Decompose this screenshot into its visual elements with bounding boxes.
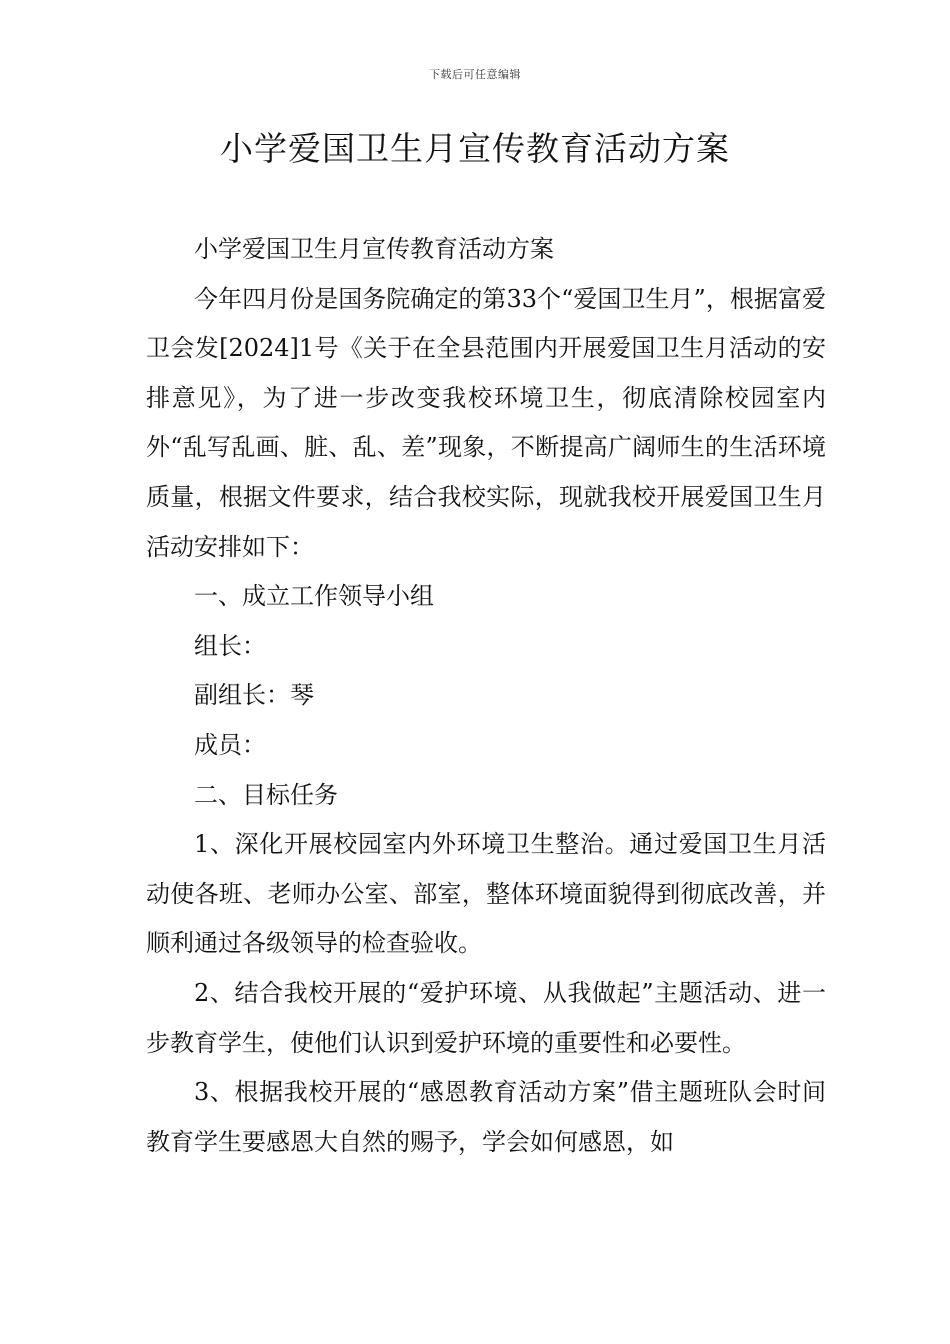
paragraph-goal-3: 3、根据我校开展的“感恩教育活动方案”借主题班队会时间教育学生要感恩大自然的赐予，学会如何感恩，如 xyxy=(146,1078,826,1156)
document-title: 小学爱国卫生月宣传教育活动方案 xyxy=(220,129,730,168)
section-heading-leadership: 一、成立工作领导小组 xyxy=(194,582,434,611)
header-note: 下载后可任意编辑 xyxy=(429,68,521,81)
section-heading-goals: 二、目标任务 xyxy=(194,780,338,809)
paragraph-deputy-leader: 副组长：琴 xyxy=(194,681,314,710)
paragraph-subtitle: 小学爱国卫生月宣传教育活动方案 xyxy=(194,235,554,263)
paragraph-intro: 今年四月份是国务院确定的第33个“爱国卫生月”，根据富爱卫会发[2024]1号《关于在全县范围内开展爱国卫生月活动的安排意见》，为了进一步改变我校环境卫生，彻底清除校园室内外“乱写乱画、脏、乱、差”现象，不断提高广阔师生的生活环境质量，根据文件要求，结合我校实际，现就我校开展爱国卫生月活动安排如下： xyxy=(146,284,826,561)
paragraph-leader: 组长： xyxy=(194,631,266,660)
paragraph-goal-1: 1、深化开展校园室内外环境卫生整治。通过爱国卫生月活动使各班、老师办公室、部室，整体环境面貌得到彻底改善，并顺利通过各级领导的检查验收。 xyxy=(146,830,826,958)
paragraph-members: 成员： xyxy=(194,730,266,759)
document-body xyxy=(146,225,826,1167)
paragraph-goal-2: 2、结合我校开展的“爱护环境、从我做起”主题活动、进一步教育学生，使他们认识到爱护环境的重要性和必要性。 xyxy=(146,978,826,1057)
